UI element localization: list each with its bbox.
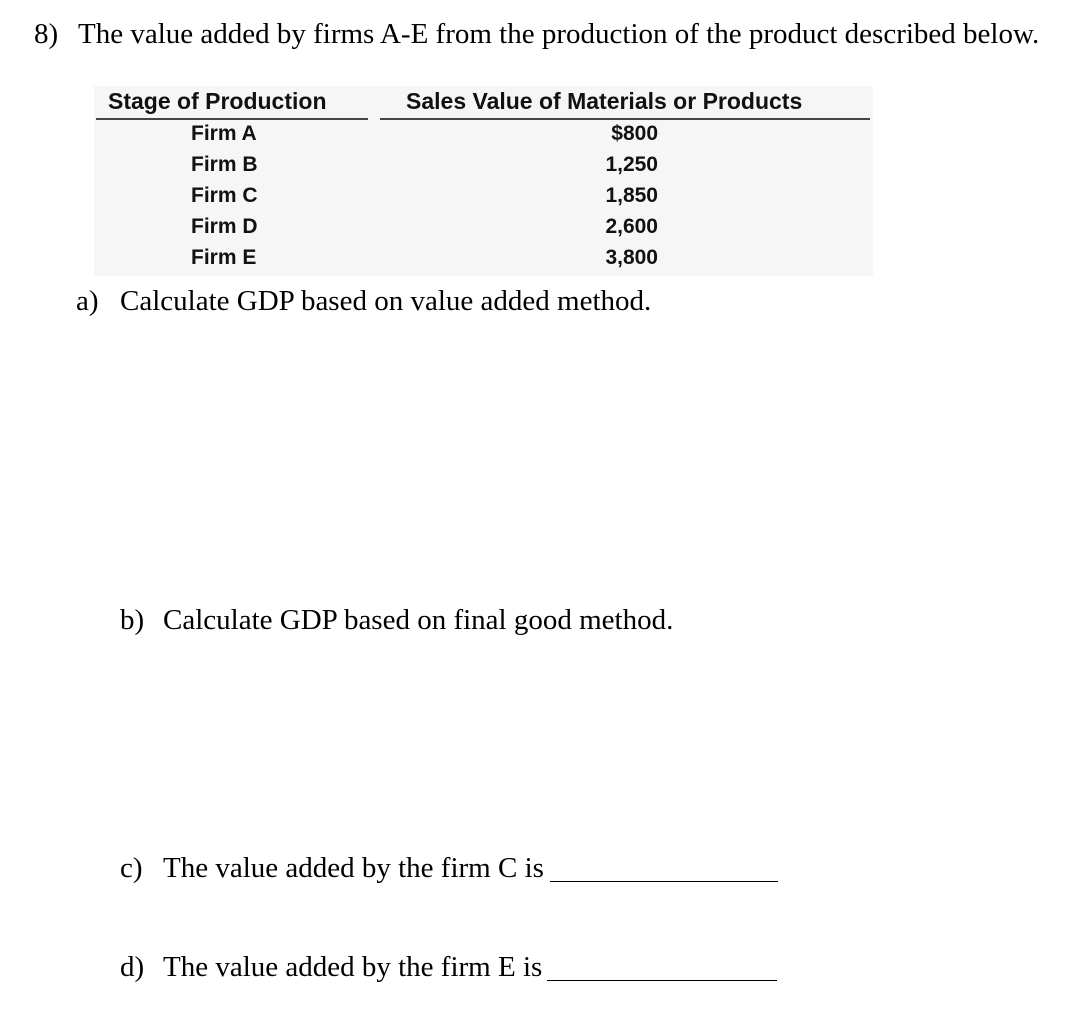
part-d-text: The value added by the firm E is (163, 951, 543, 983)
header-underline-sales (380, 118, 870, 120)
part-b-text: Calculate GDP based on final good method. (163, 604, 674, 636)
question-number: 8) (34, 18, 59, 50)
header-stage-of-production: Stage of Production (108, 88, 327, 114)
firm-e-value: 3,800 (605, 246, 658, 269)
firm-c-label: Firm C (191, 184, 258, 207)
header-sales-value: Sales Value of Materials or Products (406, 88, 803, 114)
firm-d-label: Firm D (191, 215, 258, 238)
part-b-label: b) (120, 604, 145, 636)
firm-c-value: 1,850 (605, 184, 658, 207)
part-c-label: c) (120, 852, 143, 884)
firm-a-label: Firm A (191, 122, 257, 145)
part-a-text: Calculate GDP based on value added method. (120, 285, 652, 317)
firm-a-value: $800 (611, 122, 658, 145)
part-a-label: a) (76, 285, 99, 317)
production-table (94, 86, 873, 276)
part-d-label: d) (120, 951, 145, 983)
part-c-answer-blank[interactable] (550, 881, 778, 882)
part-c-text: The value added by the firm C is (163, 852, 544, 884)
question-text: The value added by firms A-E from the production of the product described below. (78, 18, 1040, 50)
firm-d-value: 2,600 (605, 215, 658, 238)
firm-b-value: 1,250 (605, 153, 658, 176)
firm-e-label: Firm E (191, 246, 257, 269)
header-underline-stage (96, 118, 368, 120)
firm-b-label: Firm B (191, 153, 258, 176)
part-d-answer-blank[interactable] (547, 980, 777, 981)
